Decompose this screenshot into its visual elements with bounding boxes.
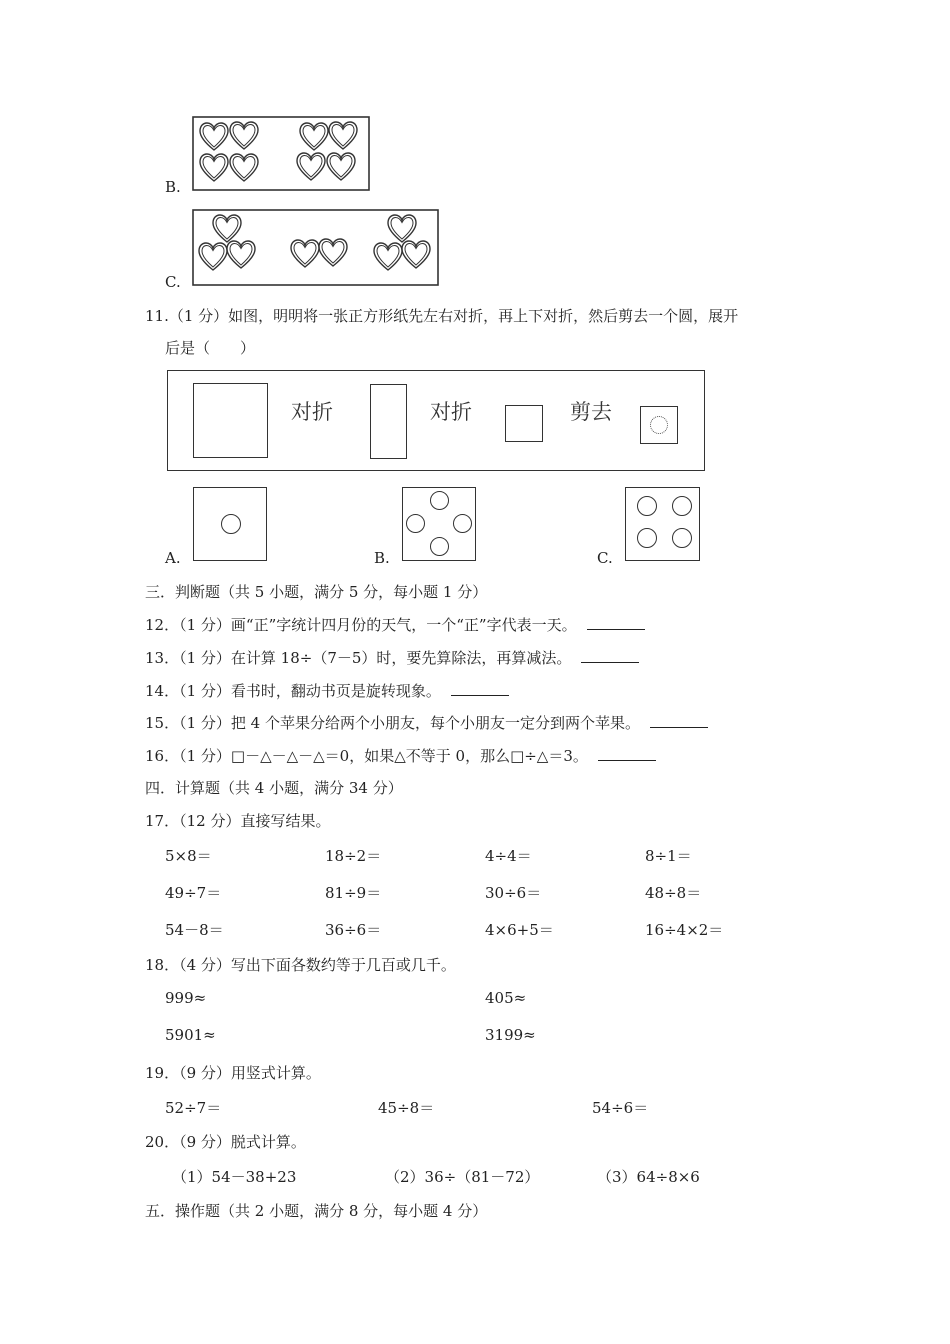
option-b-label[interactable]: B. xyxy=(165,178,181,196)
step2-label: 对折 xyxy=(430,400,472,424)
q16-line: 16．（1 分）□－△－△－△＝0，如果△不等于 0，那么□÷△＝3。 xyxy=(145,745,656,766)
q14-answer-blank[interactable] xyxy=(451,681,509,696)
q11-option-c-label[interactable]: C. xyxy=(597,549,613,567)
q18-item[interactable]: 405≈ xyxy=(485,989,527,1007)
q18-title: 18．（4 分）写出下面各数约等于几百或几千。 xyxy=(145,956,456,974)
q19-item[interactable]: 54÷6＝ xyxy=(592,1099,649,1117)
option-c-circle-bl xyxy=(637,528,657,548)
q17-item[interactable]: 49÷7＝ xyxy=(165,884,222,902)
q15-line: 15．（1 分）把 4 个苹果分给两个小朋友，每个小朋友一定分到两个苹果。 xyxy=(145,712,708,733)
option-c-circle-br xyxy=(672,528,692,548)
option-c-hearts-figure xyxy=(192,209,439,286)
heart-group-pair-middle xyxy=(291,239,347,267)
option-b-circle-right xyxy=(453,514,472,533)
q20-item[interactable]: （2）36÷（81－72） xyxy=(385,1168,540,1186)
paper-square-full xyxy=(193,383,268,458)
q17-item[interactable]: 30÷6＝ xyxy=(485,884,542,902)
option-b-hearts-figure xyxy=(192,116,370,191)
q11-option-a-label[interactable]: A. xyxy=(165,549,181,567)
q11-option-b-label[interactable]: B. xyxy=(374,549,390,567)
option-b-circle-left xyxy=(406,514,425,533)
q17-item[interactable]: 81÷9＝ xyxy=(325,884,382,902)
step3-label: 剪去 xyxy=(570,400,612,424)
q11-text-line2: 后是（ ） xyxy=(165,339,256,357)
q19-item[interactable]: 52÷7＝ xyxy=(165,1099,222,1117)
q17-item[interactable]: 54－8＝ xyxy=(165,921,224,939)
q19-item[interactable]: 45÷8＝ xyxy=(378,1099,435,1117)
heart-group-triangle-left xyxy=(199,215,255,270)
q13-line: 13．（1 分）在计算 18÷（7－5）时，要先算除法，再算减法。 xyxy=(145,647,639,668)
paper-folded-once xyxy=(370,384,407,459)
q12-answer-blank[interactable] xyxy=(587,615,645,630)
q17-title: 17．（12 分）直接写结果。 xyxy=(145,812,331,830)
q11-text-line1: 11.（1 分）如图，明明将一张正方形纸先左右对折，再上下对折，然后剪去一个圆，展开 xyxy=(145,307,739,325)
paper-folded-twice xyxy=(505,405,543,442)
q17-item[interactable]: 36÷6＝ xyxy=(325,921,382,939)
q13-answer-blank[interactable] xyxy=(581,648,639,663)
q17-item[interactable]: 48÷8＝ xyxy=(645,884,702,902)
q15-answer-blank[interactable] xyxy=(650,713,708,728)
option-c-label[interactable]: C. xyxy=(165,273,181,291)
section3-heading: 三．判断题（共 5 小题，满分 5 分，每小题 1 分） xyxy=(145,583,488,601)
q17-item[interactable]: 8÷1＝ xyxy=(645,847,692,865)
q18-item[interactable]: 3199≈ xyxy=(485,1026,536,1044)
option-b-circle-top xyxy=(430,491,449,510)
q17-item[interactable]: 5×8＝ xyxy=(165,847,212,865)
q11-number: 11. xyxy=(145,307,169,325)
section4-heading: 四．计算题（共 4 小题，满分 34 分） xyxy=(145,779,403,797)
q14-line: 14．（1 分）看书时，翻动书页是旋转现象。 xyxy=(145,680,509,701)
q18-item[interactable]: 999≈ xyxy=(165,989,207,1007)
step1-label: 对折 xyxy=(291,400,333,424)
q12-line: 12．（1 分）画“正”字统计四月份的天气，一个“正”字代表一天。 xyxy=(145,614,645,635)
option-a-circle xyxy=(221,514,241,534)
option-b-circle-bottom xyxy=(430,537,449,556)
q20-item[interactable]: （3）64÷8×6 xyxy=(597,1168,700,1186)
q17-item[interactable]: 16÷4×2＝ xyxy=(645,921,724,939)
q19-title: 19．（9 分）用竖式计算。 xyxy=(145,1064,321,1082)
heart-group-right xyxy=(297,122,357,180)
q17-item[interactable]: 4×6+5＝ xyxy=(485,921,554,939)
q18-item[interactable]: 5901≈ xyxy=(165,1026,216,1044)
heart-group-left xyxy=(200,122,258,181)
q20-item[interactable]: （1）54－38+23 xyxy=(172,1168,297,1186)
q20-title: 20．（9 分）脱式计算。 xyxy=(145,1133,306,1151)
q17-item[interactable]: 18÷2＝ xyxy=(325,847,382,865)
cut-circle-mark xyxy=(650,416,668,434)
option-c-circle-tl xyxy=(637,496,657,516)
q17-item[interactable]: 4÷4＝ xyxy=(485,847,532,865)
heart-group-triangle-right xyxy=(374,215,430,270)
q16-answer-blank[interactable] xyxy=(598,746,656,761)
option-c-circle-tr xyxy=(672,496,692,516)
section5-heading: 五．操作题（共 2 小题，满分 8 分，每小题 4 分） xyxy=(145,1202,488,1220)
